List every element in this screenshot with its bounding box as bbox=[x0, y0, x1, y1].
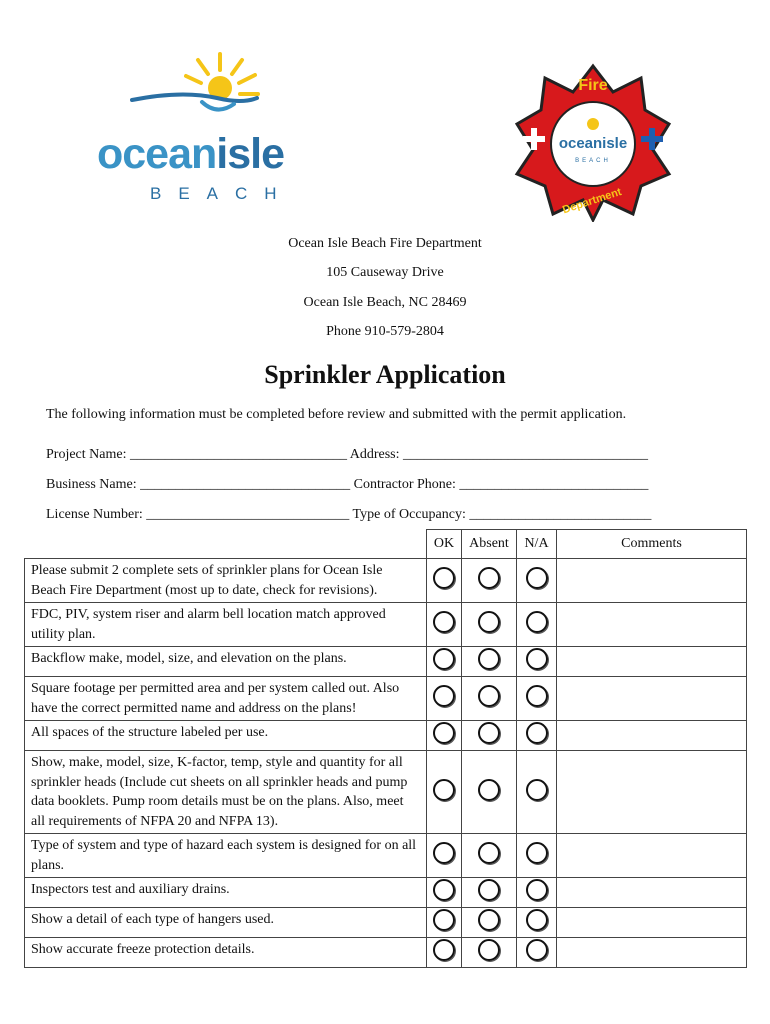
ok-radio[interactable] bbox=[433, 909, 455, 931]
ok-radio[interactable] bbox=[433, 648, 455, 670]
item-text: All spaces of the structure labeled per use. bbox=[25, 721, 427, 751]
ok-radio[interactable] bbox=[433, 879, 455, 901]
na-radio[interactable] bbox=[526, 939, 548, 961]
wave-icon bbox=[132, 94, 257, 101]
table-row bbox=[25, 938, 747, 968]
fire-department-badge bbox=[513, 62, 673, 222]
department-address: 105 Causeway Drive bbox=[326, 265, 444, 280]
comments-cell[interactable] bbox=[557, 603, 747, 647]
item-text: FDC, PIV, system riser and alarm bell location match approved utility plan. bbox=[25, 603, 427, 647]
svg-text:BEACH: BEACH bbox=[575, 158, 611, 164]
ok-radio[interactable] bbox=[433, 779, 455, 801]
ok-radio[interactable] bbox=[433, 722, 455, 744]
header-comments: Comments bbox=[557, 530, 747, 559]
comments-cell[interactable] bbox=[557, 908, 747, 938]
na-radio[interactable] bbox=[526, 648, 548, 670]
svg-text:Fire: Fire bbox=[578, 77, 608, 94]
license-number-field[interactable]: License Number: _____________________________ bbox=[46, 507, 350, 522]
field-row-license bbox=[46, 507, 651, 523]
address-field[interactable]: Address: ___________________________________ bbox=[349, 447, 648, 462]
department-phone: Phone 910-579-2804 bbox=[326, 324, 444, 339]
department-city: Ocean Isle Beach, NC 28469 bbox=[303, 295, 467, 310]
header-ok: OK bbox=[427, 530, 462, 559]
table-row bbox=[25, 559, 747, 603]
na-radio[interactable] bbox=[526, 611, 548, 633]
svg-text:Department: Department bbox=[561, 185, 623, 217]
absent-radio[interactable] bbox=[478, 648, 500, 670]
occupancy-type-field[interactable]: Type of Occupancy: __________________________ bbox=[352, 507, 652, 522]
item-text: Backflow make, model, size, and elevation on the plans. bbox=[25, 647, 427, 677]
absent-radio[interactable] bbox=[478, 685, 500, 707]
absent-radio[interactable] bbox=[478, 611, 500, 633]
department-name: Ocean Isle Beach Fire Department bbox=[288, 236, 482, 251]
item-text: Show, make, model, size, K-factor, temp, style and quantity for all sprinkler heads (Include cut sheets on all sprinkler heads and pump data booklets. Pump room details must be on the plans. Also, meet all requirements of NFPA 20 and NFPA 13). bbox=[25, 751, 427, 834]
na-radio[interactable] bbox=[526, 909, 548, 931]
comments-cell[interactable] bbox=[557, 721, 747, 751]
ok-radio[interactable] bbox=[433, 567, 455, 589]
comments-cell[interactable] bbox=[557, 677, 747, 721]
contractor-phone-field[interactable]: Contractor Phone: ___________________________ bbox=[353, 477, 649, 492]
header-na: N/A bbox=[517, 530, 557, 559]
item-text: Square footage per permitted area and per system called out. Also have the correct permitted name and address on the plans! bbox=[25, 677, 427, 721]
table-header-row bbox=[25, 530, 747, 559]
comments-cell[interactable] bbox=[557, 647, 747, 677]
na-radio[interactable] bbox=[526, 567, 548, 589]
absent-radio[interactable] bbox=[478, 842, 500, 864]
svg-text:oceanisle: oceanisle bbox=[558, 135, 628, 152]
comments-cell[interactable] bbox=[557, 834, 747, 878]
comments-cell[interactable] bbox=[557, 559, 747, 603]
absent-radio[interactable] bbox=[478, 567, 500, 589]
table-row bbox=[25, 721, 747, 751]
absent-radio[interactable] bbox=[478, 939, 500, 961]
ok-radio[interactable] bbox=[433, 842, 455, 864]
comments-cell[interactable] bbox=[557, 751, 747, 834]
absent-radio[interactable] bbox=[478, 779, 500, 801]
item-text: Inspectors test and auxiliary drains. bbox=[25, 878, 427, 908]
table-row bbox=[25, 878, 747, 908]
absent-radio[interactable] bbox=[478, 909, 500, 931]
header-absent: Absent bbox=[462, 530, 517, 559]
absent-radio[interactable] bbox=[478, 722, 500, 744]
table-row bbox=[25, 834, 747, 878]
comments-cell[interactable] bbox=[557, 938, 747, 968]
na-radio[interactable] bbox=[526, 685, 548, 707]
ok-radio[interactable] bbox=[433, 611, 455, 633]
page-title: Sprinkler Application bbox=[264, 360, 506, 389]
na-radio[interactable] bbox=[526, 842, 548, 864]
project-name-field[interactable]: Project Name: _______________________________ bbox=[46, 447, 347, 462]
item-text: Please submit 2 complete sets of sprinkler plans for Ocean Isle Beach Fire Department (most up to date, check for revisions). bbox=[25, 559, 427, 603]
table-row bbox=[25, 677, 747, 721]
na-radio[interactable] bbox=[526, 722, 548, 744]
item-text: Show a detail of each type of hangers used. bbox=[25, 908, 427, 938]
na-radio[interactable] bbox=[526, 779, 548, 801]
table-row bbox=[25, 647, 747, 677]
logo-subtitle: BEACH bbox=[150, 184, 294, 203]
table-row bbox=[25, 603, 747, 647]
ok-radio[interactable] bbox=[433, 939, 455, 961]
item-text: Type of system and type of hazard each system is designed for on all plans. bbox=[25, 834, 427, 878]
table-row bbox=[25, 751, 747, 834]
checklist-table bbox=[24, 529, 747, 968]
business-name-field[interactable]: Business Name: ______________________________ bbox=[46, 477, 351, 492]
ok-radio[interactable] bbox=[433, 685, 455, 707]
field-row-project bbox=[46, 447, 648, 463]
intro-text: The following information must be completed before review and submitted with the permit application. bbox=[46, 407, 627, 422]
table-row bbox=[25, 908, 747, 938]
logo-wordmark: oceanisle bbox=[97, 130, 285, 178]
na-radio[interactable] bbox=[526, 879, 548, 901]
absent-radio[interactable] bbox=[478, 879, 500, 901]
comments-cell[interactable] bbox=[557, 878, 747, 908]
item-text: Show accurate freeze protection details. bbox=[25, 938, 427, 968]
field-row-business bbox=[46, 477, 648, 493]
